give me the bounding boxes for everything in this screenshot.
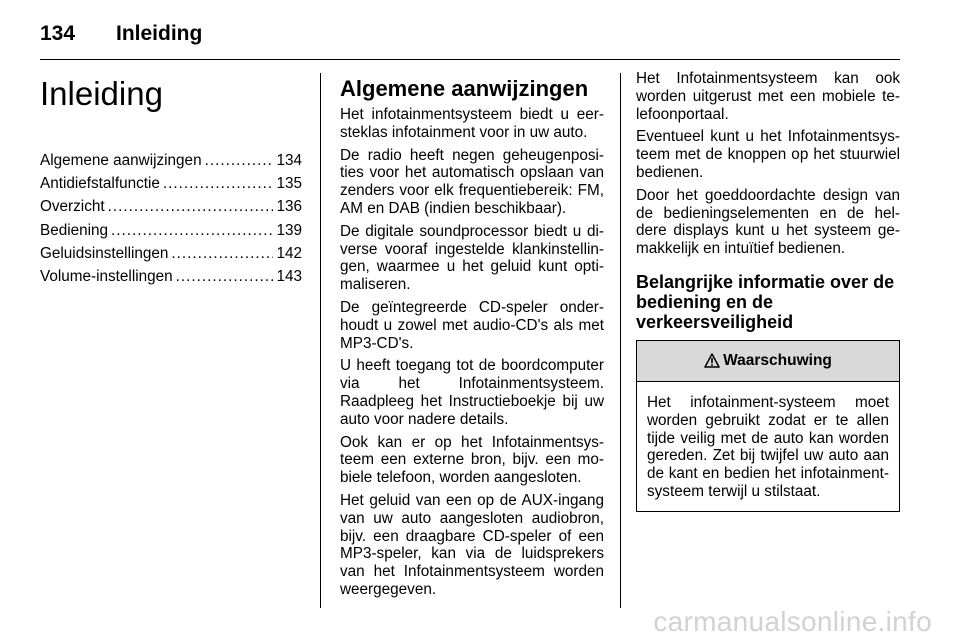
toc-leader	[163, 172, 274, 195]
toc-label: Antidiefstalfunctie	[40, 175, 160, 193]
body-paragraph: Eventueel kunt u het Infotainmentsysteem met de knoppen op het stuurwiel bedienen.	[636, 128, 900, 181]
body-paragraph: Ook kan er op het Infotainmentsysteem een externe bron, bijv. een mobiele telefoon, worden aangesloten.	[340, 433, 604, 487]
toc-item[interactable]	[40, 219, 302, 242]
column-right	[636, 70, 900, 512]
toc-leader	[176, 265, 274, 288]
body-paragraph: De radio heeft negen geheugenposities voor het automatisch opslaan van zenders voor elk frequentiebereik: FM, AM en DAB (indien beschikbaar).	[340, 146, 604, 217]
warning-body	[637, 382, 899, 511]
toc-label: Geluidsinstellingen	[40, 244, 169, 262]
column-divider	[320, 73, 321, 608]
column-middle	[340, 70, 604, 604]
toc-page: 134	[276, 152, 302, 169]
toc-leader	[205, 149, 274, 172]
toc-item[interactable]	[40, 242, 302, 265]
warning-triangle-icon	[704, 353, 720, 368]
toc-page: 143	[276, 268, 302, 286]
toc-leader	[111, 219, 273, 242]
page-header	[40, 18, 202, 50]
warning-header	[637, 341, 899, 382]
column-left	[40, 70, 302, 288]
toc-label: Algemene aanwijzingen	[40, 152, 202, 169]
toc-item[interactable]	[40, 149, 302, 172]
section-title: Algemene aanwijzingen	[340, 76, 589, 101]
toc-page: 135	[276, 175, 302, 193]
body-paragraph: U heeft toegang tot de boordcomputer via het Infotainmentsysteem. Raadpleeg het Instructieboekje bij uw auto voor nadere details.	[340, 357, 604, 428]
body-paragraph: Het infotainmentsysteem biedt u eersteklas infotainment voor in uw auto.	[340, 106, 604, 141]
chapter-title: Inleiding	[40, 75, 163, 112]
header-rule	[40, 59, 900, 60]
toc-label: Bediening	[40, 221, 109, 239]
table-of-contents	[40, 149, 302, 288]
toc-label: Volume-instellingen	[40, 268, 173, 286]
body-paragraph: De digitale soundprocessor biedt u diverse vooraf ingestelde klankinstellingen, waarmee u het geluid kunt optimaliseren.	[340, 222, 604, 294]
toc-leader	[171, 242, 273, 265]
column-divider	[620, 73, 621, 608]
running-title: Inleiding	[116, 22, 203, 45]
toc-page: 139	[276, 221, 302, 239]
toc-item[interactable]	[40, 195, 302, 218]
warning-label: Waarschuwing	[723, 351, 832, 369]
warning-box	[636, 340, 900, 512]
warning-text: Het infotainment-systeem moet worden gebruikt zodat er te allen tijde veilig met de auto kan worden gereden. Zet bij twijfel uw auto aan de kant en bedien het infotainment-systeem terwijl u stilstaat.	[647, 393, 889, 500]
body-paragraph: De geïntegreerde CD-speler onderhoudt u zowel met audio-CD's als met MP3-CD's.	[340, 298, 604, 352]
body-paragraph: Het Infotainmentsysteem kan ook worden uitgerust met een mobiele telefoonportaal.	[636, 70, 900, 123]
body-paragraph: Het geluid van een op de AUX-ingang van uw auto aangesloten audiobron, bijv. een draagbare CD-speler of een MP3-speler, kan via de luidsprekers van het Infotainmentsysteem worden weergegeven.	[340, 491, 604, 598]
body-paragraph: Door het goeddoordachte design van de bedieningselementen en de heldere displays kunt u het systeem gemakkelijk en intuïtief bedienen.	[636, 186, 900, 258]
toc-label: Overzicht	[40, 198, 105, 216]
toc-page: 136	[276, 198, 302, 216]
subsection-title: Belangrijke informatie over de bediening en de verkeersveiligheid	[636, 271, 895, 332]
toc-page: 142	[276, 244, 302, 262]
toc-item[interactable]	[40, 265, 302, 288]
toc-leader	[108, 195, 274, 218]
watermark: carmanualsonline.info	[653, 606, 932, 637]
toc-item[interactable]	[40, 172, 302, 195]
page-number: 134	[40, 22, 76, 45]
